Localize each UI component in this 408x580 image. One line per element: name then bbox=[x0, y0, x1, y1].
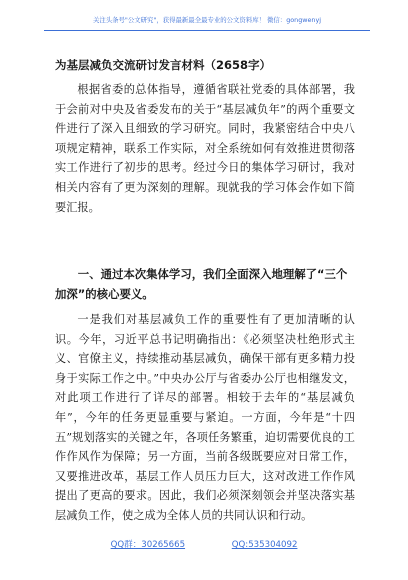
footer-qq: QQ:535304092 bbox=[231, 540, 298, 550]
section1-paragraph: 一是我们对基层减负工作的重要性有了更加清晰的认识。今年，习近平总书记明确指出：《必须坚决杜绝形式主义、官僚主义，持续推动基层减负，确保干部有更多精力投身于实际工作之中。”中央办公厅与省委办公厅也相继发文，对此项工作进行了详尽的部署。相较于去年的“基层减负年”，今年的任务更显重要与紧迫。一方面，今年是“十四五”规划落实的关键之年，各项任务繁重，迫切需要优良的工作作风作为保障；另一方面，当前各级既要应对日常工作，又要推进改革，基层工作人员压力巨大，这对改进工作作风提出了更高的要求。因此，我们必须深刻领会并坚决落实基层减负工作，使之成为全体人员的共同认识和行动。 bbox=[55, 313, 355, 522]
footer-qq-group: QQ群：30265665 bbox=[110, 540, 186, 550]
page-footer bbox=[0, 538, 408, 550]
page-header-banner: 关注头条号"公文研究"，获得最新最全最专业的公文资料库！ 微信：gongwenyj bbox=[44, 10, 370, 31]
document-title: 为基层减负交流研讨发言材料（2658字） bbox=[55, 58, 272, 72]
section-heading-1: 一、通过本次集体学习，我们全面深入地理解了“三个加深”的核心要义。 bbox=[55, 267, 348, 301]
intro-paragraph: 根据省委的总体指导，遵循省联社党委的具体部署，我于会前对中央及省委发布的关于“基层减负年”的两个重要文件进行了深入且细致的学习研究。同时，我紧密结合中央八项规定精神，联系工作实际，对全系统如何有效推进贯彻落实工作进行了初步的思考。经过今日的集体学习研讨，我对相关内容有了更为深刻的理解。现就我的学习体会作如下简要汇报。 bbox=[55, 83, 355, 214]
